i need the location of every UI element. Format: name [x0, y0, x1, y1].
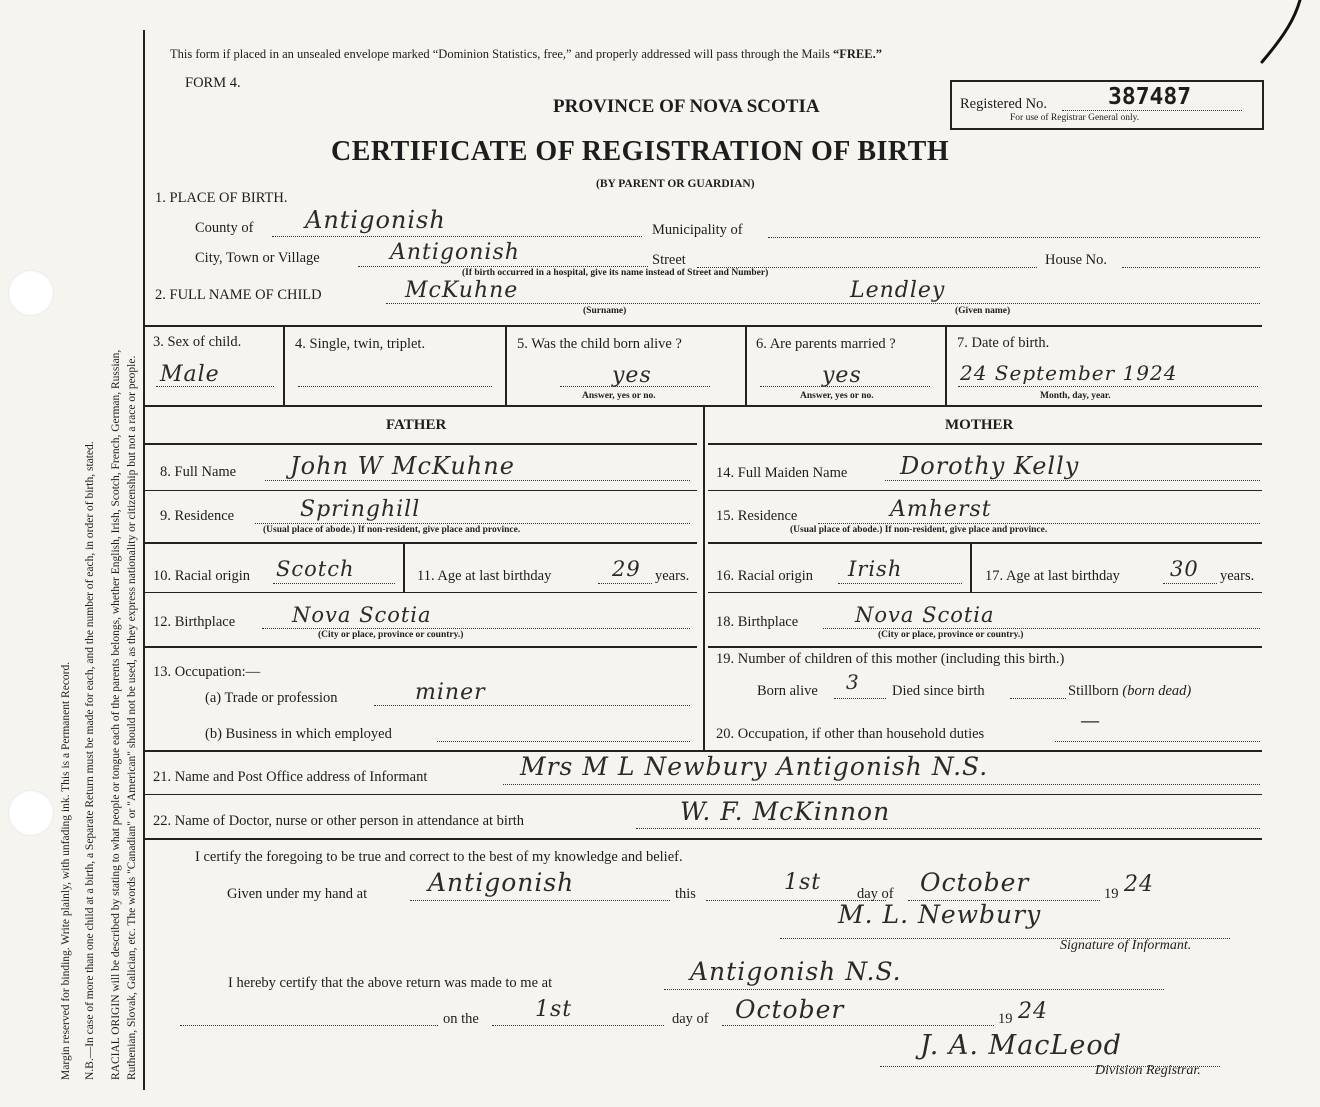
city-value: Antigonish [390, 240, 520, 265]
father-racial-origin-label: 10. Racial origin [153, 568, 251, 584]
mother-age-label: 17. Age at last birthday [985, 568, 1120, 584]
stillborn-caption: (born dead) [1122, 683, 1192, 699]
parents-married-caption: Answer, yes or no. [800, 391, 874, 401]
cert-month-value: October [920, 868, 1030, 897]
mother-racial-bottom [708, 592, 1262, 593]
mother-stillborn-label [1068, 683, 1191, 700]
mother-name-value: Dorothy Kelly [900, 452, 1080, 480]
father-birthplace-line [262, 628, 690, 629]
mother-racial-origin-line [838, 583, 962, 584]
registered-no-value: 387487 [1108, 84, 1192, 110]
father-name-value: John W McKuhne [290, 452, 515, 480]
informant-signature-caption: Signature of Informant. [1060, 938, 1192, 953]
mother-heading: MOTHER [945, 417, 1014, 433]
col-divider-5-6 [745, 325, 747, 405]
city-label: City, Town or Village [195, 250, 320, 266]
registrar-day-value: 1st [535, 997, 573, 1022]
county-line [272, 236, 642, 237]
mother-occupation-line [1055, 741, 1260, 742]
col-divider-6-7 [945, 325, 947, 405]
informant-bottom [145, 794, 1262, 795]
margin-note-binding: Margin reserved for binding. Write plainly, with unfading ink. This is a Permanent Record. [60, 661, 72, 1080]
mother-racial-origin-value: Irish [848, 557, 903, 581]
registrar-month-value: October [735, 995, 845, 1024]
cert-this-label: this [675, 886, 696, 902]
county-label: County of [195, 220, 254, 236]
child-name-label: 2. FULL NAME OF CHILD [155, 287, 322, 303]
mother-age-unit: years. [1220, 568, 1255, 584]
father-name-bottom [145, 490, 697, 491]
mother-age-line [1163, 583, 1217, 584]
mother-residence-caption: (Usual place of abode.) If non-resident, give place and province. [790, 525, 1048, 535]
registrar-general-note: For use of Registrar General only. [1010, 113, 1140, 123]
father-heading: FATHER [386, 417, 447, 433]
form-left-border [143, 30, 145, 1090]
registrar-place-value: Antigonish N.S. [690, 957, 902, 986]
father-age-label: 11. Age at last birthday [417, 568, 552, 584]
father-trade-value: miner [415, 680, 486, 705]
child-surname-value: McKuhne [405, 278, 519, 303]
stillborn-label-text: Stillborn [1068, 683, 1119, 699]
margin-note-multiple-births: N.B.—In case of more than one child at a birth, a Separate Return must be made for each, and the number of each, in order of birth, stated. [84, 441, 96, 1080]
mother-birthplace-bottom [708, 646, 1262, 648]
binding-hole-bottom [8, 790, 54, 836]
mother-died-label: Died since birth [892, 683, 985, 699]
street-label: Street [652, 252, 686, 268]
mother-residence-label: 15. Residence [716, 508, 798, 524]
form-title: CERTIFICATE OF REGISTRATION OF BIRTH [331, 136, 950, 167]
registrar-on-the-label: on the [443, 1011, 479, 1027]
date-of-birth-label: 7. Date of birth. [957, 335, 1050, 351]
father-residence-line [255, 523, 690, 524]
place-of-birth-heading: 1. PLACE OF BIRTH. [155, 190, 288, 206]
mother-birthplace-value: Nova Scotia [855, 603, 995, 627]
father-residence-value: Springhill [300, 497, 421, 522]
pen-stroke-mark [1240, 0, 1310, 70]
mother-residence-line [818, 523, 1260, 524]
mother-occupation-label: 20. Occupation, if other than household duties [716, 726, 985, 742]
municipality-label: Municipality of [652, 222, 743, 238]
mother-died-line [1010, 698, 1066, 699]
registrar-signature: J. A. MacLeod [920, 1030, 1122, 1061]
col-divider-4-5 [505, 325, 507, 405]
sex-value: Male [160, 362, 220, 387]
mother-children-label: 19. Number of children of this mother (including this birth.) [716, 651, 1065, 667]
given-under-hand-label: Given under my hand at [227, 886, 368, 902]
form-number: FORM 4. [185, 75, 241, 91]
sex-label: 3. Sex of child. [153, 334, 242, 350]
father-residence-label: 9. Residence [160, 508, 235, 524]
postal-note-free: “FREE.” [833, 47, 882, 61]
registrar-signature-caption: Division Registrar. [1095, 1063, 1201, 1078]
cert-year-value: 24 [1124, 872, 1154, 897]
informant-value: Mrs M L Newbury Antigonish N.S. [520, 752, 989, 781]
cert-day-value: 1st [784, 870, 822, 895]
mother-birthplace-line [823, 628, 1260, 629]
mother-age-value: 30 [1170, 557, 1199, 581]
given-place-line [410, 900, 670, 901]
parents-center-divider [703, 405, 705, 750]
hospital-note: (If birth occurred in a hospital, give its name instead of Street and Number) [462, 268, 769, 278]
registrar-month-line [722, 1025, 994, 1026]
mother-header-bottom [708, 443, 1262, 445]
mother-born-alive-line [834, 698, 886, 699]
margin-note-racial-origin-2: Ruthenian, Slovak, Galician, etc. The words "Canadian" or "American" should not be used, as they express nationality or citizenship but not a race or people. [126, 355, 138, 1080]
attendant-value: W. F. McKinnon [680, 797, 891, 826]
registrar-year-prefix: 19 [998, 1011, 1013, 1027]
parents-married-value: yes [822, 363, 862, 388]
mother-racial-age-divider [970, 542, 972, 592]
informant-line [503, 784, 1260, 785]
attendant-bottom [145, 838, 1262, 840]
form-subtitle: (BY PARENT OR GUARDIAN) [596, 178, 755, 190]
mother-birthplace-label: 18. Birthplace [716, 614, 799, 630]
father-trade-line [374, 705, 690, 706]
father-business-line [437, 741, 690, 742]
attendant-line [636, 828, 1260, 829]
father-trade-label: (a) Trade or profession [205, 690, 338, 706]
father-racial-age-divider [403, 542, 405, 592]
row-3-top-border [145, 325, 1262, 327]
mother-residence-value: Amherst [890, 497, 992, 522]
registrar-year-value: 24 [1018, 999, 1048, 1024]
parents-married-label: 6. Are parents married ? [756, 336, 896, 352]
mother-name-bottom [708, 490, 1262, 491]
mother-born-alive-value: 3 [846, 670, 860, 694]
registered-no-line [1062, 110, 1242, 111]
father-racial-bottom [145, 592, 697, 593]
cert-year-prefix: 19 [1104, 886, 1119, 902]
mother-birthplace-caption: (City or place, province or country.) [878, 630, 1024, 640]
province-heading: PROVINCE OF NOVA SCOTIA [553, 96, 820, 117]
father-birthplace-bottom [145, 646, 697, 648]
registrar-day-line [492, 1025, 664, 1026]
surname-caption: (Surname) [583, 306, 627, 316]
certification-statement: I certify the foregoing to be true and correct to the best of my knowledge and belief. [195, 849, 683, 865]
col-divider-3-4 [283, 325, 285, 405]
mother-racial-origin-label: 16. Racial origin [716, 568, 814, 584]
registrar-day-of-label: day of [672, 1011, 709, 1027]
father-age-line [598, 583, 652, 584]
postal-note-text: This form if placed in an unsealed envelope marked “Dominion Statistics, free,” and properly addressed will pass through the Mails [170, 47, 834, 61]
house-no-line [1122, 267, 1260, 268]
father-racial-origin-line [273, 583, 395, 584]
father-residence-bottom [145, 542, 697, 544]
given-name-caption: (Given name) [955, 306, 1011, 316]
city-line [358, 266, 648, 267]
mother-name-label: 14. Full Maiden Name [716, 465, 848, 481]
registrar-statement: I hereby certify that the above return was made to me at [228, 975, 553, 991]
attendant-label: 22. Name of Doctor, nurse or other person in attendance at birth [153, 813, 525, 829]
born-alive-caption: Answer, yes or no. [582, 391, 656, 401]
county-value: Antigonish [305, 206, 446, 234]
postal-note [170, 47, 882, 62]
informant-signature: M. L. Newbury [838, 900, 1042, 929]
father-name-line [265, 480, 690, 481]
father-birthplace-caption: (City or place, province or country.) [318, 630, 464, 640]
date-of-birth-caption: Month, day, year. [1040, 391, 1111, 401]
father-occupation-label: 13. Occupation:— [153, 664, 261, 680]
mother-residence-bottom [708, 542, 1262, 544]
mother-born-alive-label: Born alive [757, 683, 818, 699]
registered-no-label: Registered No. [960, 96, 1047, 112]
registrar-on-line [180, 1025, 438, 1026]
margin-note-racial-origin-1: RACIAL ORIGIN will be described by stating to what people or tongue each of the parents belongs, whether English, Irish, Scotch, French, German, Russian, [110, 349, 122, 1080]
father-racial-origin-value: Scotch [276, 557, 355, 581]
father-residence-caption: (Usual place of abode.) If non-resident, give place and province. [263, 525, 521, 535]
father-birthplace-value: Nova Scotia [292, 603, 432, 627]
date-of-birth-value: 24 September 1924 [960, 361, 1178, 385]
father-age-unit: years. [655, 568, 690, 584]
father-birthplace-label: 12. Birthplace [153, 614, 236, 630]
municipality-line [768, 237, 1260, 238]
plurality-label: 4. Single, twin, triplet. [295, 336, 426, 352]
binding-hole-top [8, 270, 54, 316]
house-no-label: House No. [1045, 252, 1108, 268]
father-business-label: (b) Business in which employed [205, 726, 392, 742]
date-of-birth-line [958, 386, 1258, 387]
informant-label: 21. Name and Post Office address of Informant [153, 769, 428, 785]
born-alive-value: yes [612, 363, 652, 388]
child-name-line [386, 303, 1260, 304]
given-place-value: Antigonish [428, 868, 575, 897]
father-name-label: 8. Full Name [160, 464, 237, 480]
cert-day-of-label: day of [857, 886, 894, 902]
born-alive-label: 5. Was the child born alive ? [517, 336, 682, 352]
mother-name-line [885, 480, 1260, 481]
father-header-bottom [145, 443, 697, 445]
father-age-value: 29 [612, 557, 641, 581]
registrar-place-line [664, 989, 1164, 990]
child-given-name-value: Lendley [850, 278, 946, 303]
mother-occupation-value: — [1080, 708, 1101, 732]
plurality-line [298, 386, 492, 387]
